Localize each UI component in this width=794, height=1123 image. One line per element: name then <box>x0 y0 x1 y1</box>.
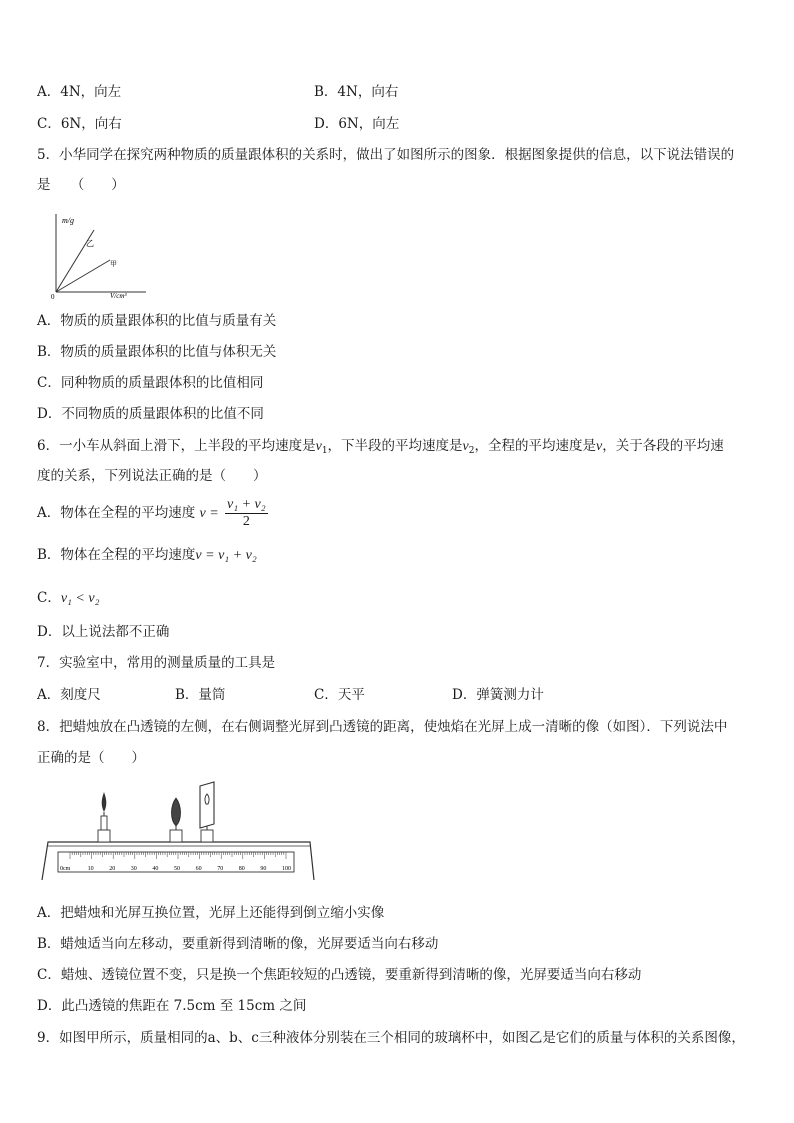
q8-option-d: D．此凸透镜的焦距在 7.5cm 至 15cm 之间 <box>37 998 307 1014</box>
ruler-tick-label: 50 <box>174 866 180 872</box>
q8-option-c: C．蜡烛、透镜位置不变，只是换一个焦距较短的凸透镜，要重新得到清晰的像，光屏要适当向右移动 <box>37 967 642 983</box>
optical-bench-diagram <box>40 780 315 885</box>
q4-option-a: A．4N，向左 <box>37 84 122 100</box>
ruler-tick-label: 30 <box>130 866 137 872</box>
q6-option-a: A．物体在全程的平均速度 v = $\frac{\text{v₁ + v₂}}{2}$ <box>37 497 266 529</box>
ruler-unit: 0cm <box>60 866 71 872</box>
q8-option-a: A．把蜡烛和光屏互换位置，光屏上还能得到倒立缩小实像 <box>37 905 385 921</box>
graph-label-yi: 乙 <box>86 239 94 248</box>
q5-option-a: A．物质的质量跟体积的比值与质量有关 <box>37 313 277 329</box>
q6-stem-line1: 6．一小车从斜面上滑下，上半段的平均速度是$v_1$，下半段的平均速度是$v_2$，全程的平均速度是v，关于各段的平均速 <box>37 438 724 456</box>
ruler-tick-label: 80 <box>238 866 245 872</box>
q6-stem-line2: 度的关系，下列说法正确的是（ ） <box>37 468 267 484</box>
q7-option-d: D．弹簧测力计 <box>452 687 544 703</box>
convex-lens <box>170 798 182 842</box>
q6-option-c: C．v₁ < v₂ <box>37 590 100 606</box>
q7-option-b: B．量筒 <box>175 687 226 703</box>
q7-option-a: A．刻度尺 <box>37 687 101 703</box>
candle <box>98 792 110 842</box>
q8-stem-line2: 正确的是（ ） <box>37 750 145 766</box>
q8-option-b: B．蜡烛适当向左移动，要重新得到清晰的像，光屏要适当向右移动 <box>37 936 439 952</box>
q6-option-d: D．以上说法都不正确 <box>37 624 170 640</box>
q5-stem-line1: 5．小华同学在探究两种物质的质量跟体积的关系时，做出了如图所示的图象．根据图象提供的信息，以下说法错误的 <box>37 147 735 163</box>
q5-option-b: B．物质的质量跟体积的比值与体积无关 <box>37 344 277 360</box>
q4-option-c: C．6N，向右 <box>37 116 122 132</box>
q7-stem: 7．实验室中，常用的测量质量的工具是 <box>37 655 276 671</box>
q5-stem-line2: 是 （ ） <box>37 177 125 193</box>
q5-option-d: D．不同物质的质量跟体积的比值不同 <box>37 406 264 422</box>
ruler-tick-label: 40 <box>152 866 159 872</box>
line-jia <box>56 260 110 292</box>
q8-stem-line1: 8．把蜡烛放在凸透镜的左侧，在右侧调整光屏到凸透镜的距离，使烛焰在光屏上成一清晰的像（如图）．下列说法中 <box>37 719 728 735</box>
q4-option-d: D．6N，向左 <box>314 116 400 132</box>
ruler-tick-label: 100 <box>282 866 291 872</box>
ruler-tick-label: 70 <box>217 866 224 872</box>
graph-origin: 0 <box>51 293 55 301</box>
light-screen <box>200 782 214 842</box>
mass-volume-graph <box>50 210 150 302</box>
q4-option-b: B．4N，向右 <box>314 84 399 100</box>
graph-label-jia: 甲 <box>110 260 117 268</box>
graph-ylabel: m/g <box>62 216 74 225</box>
ruler-tick-label: 10 <box>87 866 94 872</box>
q5-option-c: C．同种物质的质量跟体积的比值相同 <box>37 375 264 391</box>
q6-fraction: $\frac{\text{v₁ + v₂}}{2}$ <box>227 497 266 529</box>
q9-stem-line1: 9．如图甲所示，质量相同的a、b、c三种液体分别装在三个相同的玻璃杯中，如图乙是它们的质量与体积的关系图像， <box>37 1030 745 1046</box>
ruler-tick-label: 90 <box>260 866 267 872</box>
ruler-tick-label: 20 <box>109 866 116 872</box>
q6-option-b: B．物体在全程的平均速度v = v₁ + v₂ <box>37 547 257 563</box>
q7-option-c: C．天平 <box>314 687 365 703</box>
graph-xlabel: V/cm³ <box>110 292 127 300</box>
ruler-tick-label: 60 <box>195 866 202 872</box>
